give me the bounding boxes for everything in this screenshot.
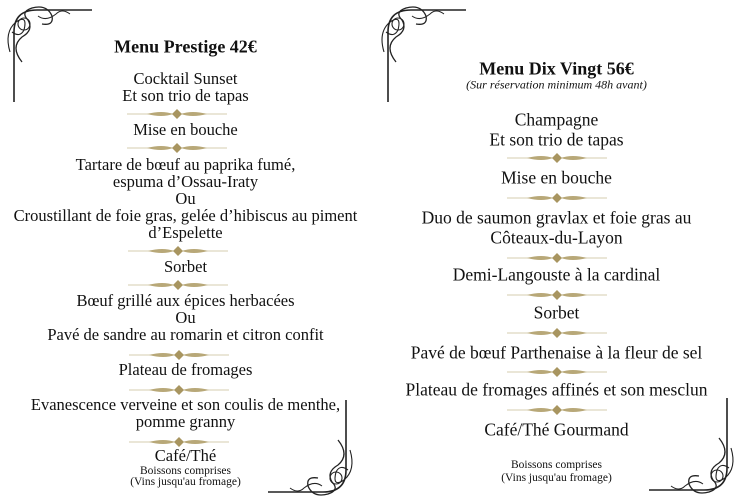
- divider-ornament-icon: [507, 405, 607, 415]
- menu-line: Croustillant de foie gras, gelée d’hibiscus au piment: [13, 206, 358, 225]
- menu-line: Sorbet: [163, 257, 208, 276]
- menu-line: Café/Thé Gourmand: [484, 419, 629, 440]
- menu-line: Plateau de fromages affinés et son mesclun: [405, 379, 708, 400]
- menu-line: Cocktail Sunset: [133, 69, 238, 88]
- divider-ornament-icon: [507, 290, 607, 300]
- divider-ornament-icon: [128, 280, 228, 290]
- menu-line: Ou: [175, 189, 196, 208]
- divider-ornament-icon: [507, 328, 607, 338]
- menu-line: Sorbet: [533, 302, 580, 323]
- drinks-note: (Vins jusqu'au fromage): [130, 476, 241, 488]
- menu-line: Et son trio de tapas: [122, 86, 249, 105]
- drinks-included: Boissons comprises: [139, 465, 232, 477]
- menu-line: Café/Thé: [154, 446, 217, 465]
- divider-ornament-icon: [507, 253, 607, 263]
- menu-line: Et son trio de tapas: [489, 129, 624, 150]
- divider-ornament-icon: [129, 350, 229, 360]
- menu-line: Côteaux-du-Layon: [490, 227, 623, 248]
- menu-line: Duo de saumon gravlax et foie gras au: [421, 207, 692, 228]
- divider-ornament-icon: [127, 109, 227, 119]
- divider-ornament-icon: [507, 193, 607, 203]
- menu-subtitle: (Sur réservation minimum 48h avant): [466, 77, 647, 92]
- menu-line: Bœuf grillé aux épices herbacées: [76, 291, 295, 310]
- divider-ornament-icon: [129, 385, 229, 395]
- menu-line: Plateau de fromages: [118, 360, 253, 379]
- menu-line: Tartare de bœuf au paprika fumé,: [75, 155, 296, 174]
- menu-line: pomme granny: [135, 412, 236, 431]
- menu-line: Champagne: [514, 109, 599, 130]
- menu-line: Evanescence verveine et son coulis de menthe,: [30, 395, 341, 414]
- menu-line: Pavé de sandre au romarin et citron confit: [47, 325, 324, 344]
- menu-title: Menu Prestige 42€: [114, 36, 257, 57]
- divider-ornament-icon: [127, 143, 227, 153]
- menu-line: espuma d’Ossau-Iraty: [112, 172, 259, 191]
- menu-line: Demi-Langouste à la cardinal: [452, 264, 661, 285]
- divider-ornament-icon: [128, 246, 228, 256]
- menu-line: d’Espelette: [148, 223, 223, 242]
- menu-dix-vingt-panel: [371, 0, 742, 500]
- menu-line: Mise en bouche: [133, 120, 238, 139]
- drinks-included: Boissons comprises: [510, 459, 603, 471]
- divider-ornament-icon: [507, 367, 607, 377]
- menu-line: Mise en bouche: [501, 167, 612, 188]
- divider-ornament-icon: [507, 153, 607, 163]
- menu-line: Ou: [175, 308, 196, 327]
- menu-title: Menu Dix Vingt 56€: [479, 58, 634, 79]
- menu-line: Pavé de bœuf Parthenaise à la fleur de sel: [410, 342, 703, 363]
- drinks-note: (Vins jusqu'au fromage): [501, 472, 612, 484]
